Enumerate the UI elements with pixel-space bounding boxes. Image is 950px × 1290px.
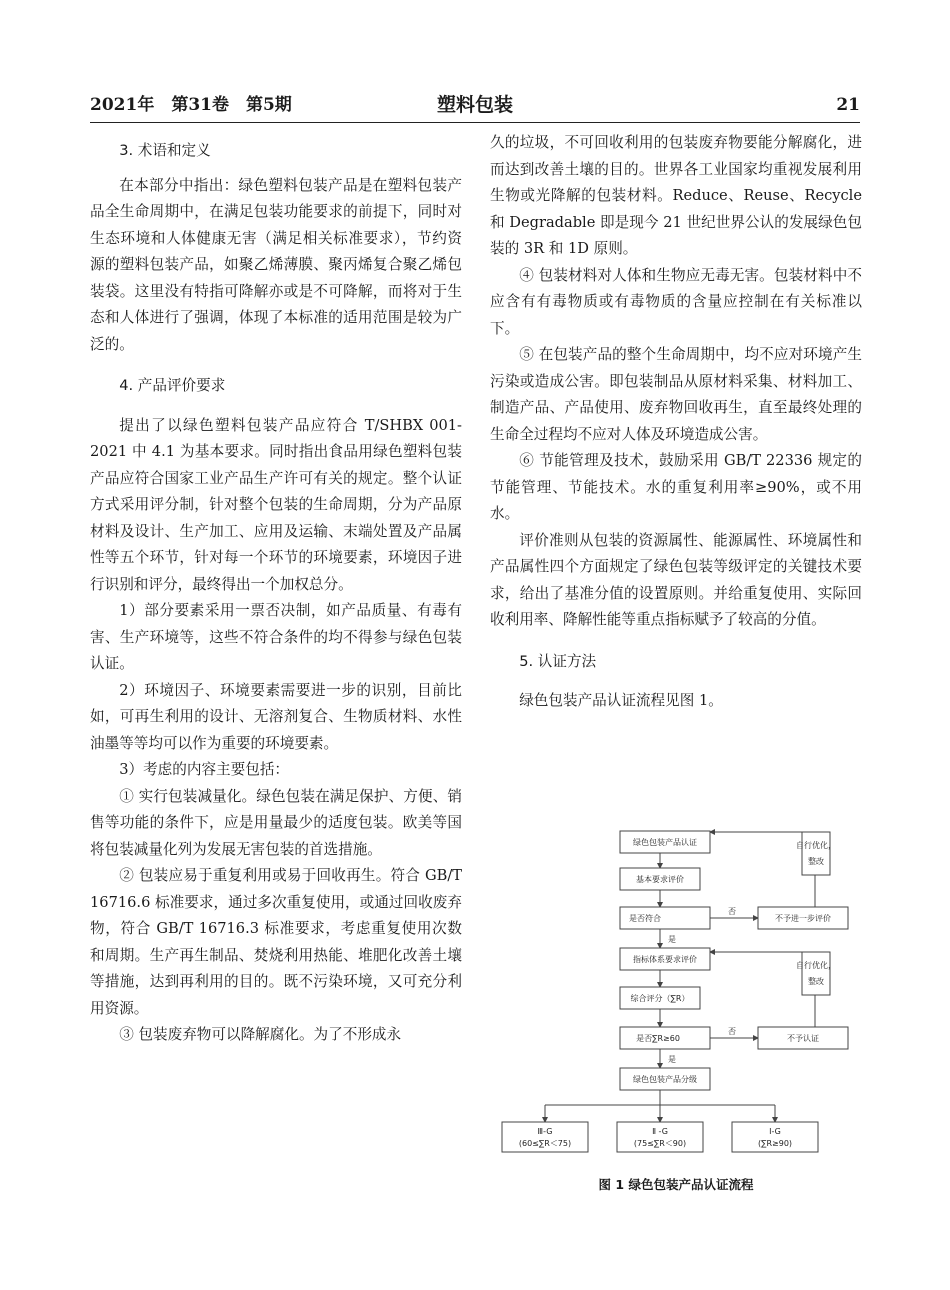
section-heading-3: 3. 术语和定义 — [119, 142, 211, 159]
yes-label-1: 是 — [668, 935, 676, 944]
reject-label-2: 不予认证 — [787, 1034, 819, 1043]
paragraph: 评价准则从包装的资源属性、能源属性、环境属性和产品属性四个方面规定了绿色包装等级评定的关键技术要求，给出了基准分值的设置原则。并给重复使用、实际回收利用率、降解性能等重点指标赋予了较高的分值。 — [490, 531, 862, 628]
index-eval-label: 指标体系要求评价 — [633, 955, 697, 964]
paragraph: 绿色包装产品认证流程见图 1。 — [519, 692, 723, 709]
paragraph: 2）环境因子、环境要素需要进一步的识别，目前比如，可再生利用的设计、无溶剂复合、生物质材料、水性油墨等等均可以作为重要的环境要素。 — [90, 681, 462, 752]
paragraph: 在本部分中指出：绿色塑料包装产品是在塑料包装产品全生命周期中，在满足包装功能要求的前提下，同时对生态环境和人体健康无害（满足相关标准要求），节约资源的塑料包装产品，如聚乙烯薄膜、聚丙烯复合聚乙烯包装袋。这里没有特指可降解亦或是不可降解，而将对于生态和人体进行了强调，体现了本标准的适用范围是较为广泛的。 — [90, 176, 462, 353]
journal-title: 塑料包装 — [436, 94, 513, 116]
side-label-2a: 自行优化， — [796, 961, 836, 970]
left-column — [90, 130, 462, 1049]
start-label: 绿色包装产品认证 — [633, 838, 697, 847]
paragraph: ① 实行包装减量化。绿色包装在满足保护、方便、销售等功能的条件下，应是用量最少的适度包装。欧美等国将包装减量化列为发展无害包装的首选措施。 — [90, 787, 462, 858]
grade-iii-title: Ⅲ-G — [537, 1127, 553, 1136]
grade-i-title: Ⅰ-G — [769, 1127, 781, 1136]
side-label-1b: 整改 — [808, 857, 824, 866]
no-label-1: 否 — [728, 907, 736, 916]
no-label-2: 否 — [728, 1027, 736, 1036]
decision-label-1: 是否符合 — [629, 914, 661, 923]
paragraph: ④ 包装材料对人体和生物应无毒无害。包装材料中不应含有有毒物质或有毒物质的含量应控制在有关标准以下。 — [490, 266, 862, 337]
paragraph: ⑥ 节能管理及技术，鼓励采用 GB/T 22336 规定的节能管理、节能技术。水的重复利用率≥90%，或不用水。 — [490, 452, 862, 522]
right-column — [490, 130, 862, 715]
side-box-2 — [802, 952, 830, 995]
reject-label-1: 不予进一步评价 — [775, 914, 831, 923]
section-heading-4: 4. 产品评价要求 — [119, 377, 226, 394]
decision-label-2: 是否∑R≥60 — [636, 1034, 680, 1043]
paragraph: 3）考虑的内容主要包括： — [119, 761, 290, 778]
basic-eval-label: 基本要求评价 — [636, 875, 684, 884]
paragraph: ⑤ 在包装产品的整个生命周期中，均不应对环境产生污染或造成公害。即包装制品从原材料采集、材料加工、制造产品、产品使用、废弃物回收再生，直至最终处理的生命全过程均不应对人体及环境造成公害。 — [490, 346, 862, 443]
paragraph: ③ 包装废弃物可以降解腐化。为了不形成永 — [119, 1026, 402, 1043]
paragraph: ② 包装应易于重复利用或易于回收再生。符合 GB/T 16716.6 标准要求，通过多次重复使用，或通过回收废弃物，符合 GB/T 16716.3 标准要求，考虑重复使用次数和周期。生产再生制品、焚烧利用热能、堆肥化改善土壤等措施，达到再利用的目的。既不污染环境，又可充分利用资源。 — [90, 867, 462, 1017]
side-box-1 — [802, 832, 830, 875]
grade-i-range: (∑R≥90) — [757, 1139, 793, 1148]
grade-ii-range: (75≤∑R＜90) — [633, 1139, 687, 1148]
journal-issue: 2021年 第31卷 第5期 — [90, 95, 292, 115]
paragraph: 久的垃圾，不可回收利用的包装废弃物要能分解腐化，进而达到改善土壤的目的。世界各工业国家均重视发展利用生物或光降解的包装材料。Reduce、Reuse、Recycle 和 Degradable 即是现今 21 世纪世界公认的发展绿色包装的 3R 和 1D 原则。 — [490, 134, 862, 257]
page-number: 21 — [836, 95, 860, 115]
header-rule — [90, 122, 860, 123]
paragraph: 提出了以绿色塑料包装产品应符合 T/SHBX 001-2021 中 4.1 为基本要求。同时指出食品用绿色塑料包装产品应符合国家工业产品生产许可有关的规定。整个认证方式采用评分制，针对整个包装的生命周期，分为产品原材料及设计、生产加工、应用及运输、末端处置及产品属性等五个环节，针对每一个环节的环境要素，环境因子进行识别和评分，最终得出一个加权总分。 — [90, 416, 462, 593]
section-heading-5: 5. 认证方法 — [519, 652, 597, 670]
figure-caption: 图 1 绿色包装产品认证流程 — [598, 1177, 754, 1192]
grade-ii-title: Ⅱ -G — [652, 1127, 668, 1136]
side-label-1a: 自行优化， — [796, 841, 836, 850]
certification-flowchart — [490, 820, 870, 1180]
grade-iii-range: (60≤∑R＜75) — [518, 1139, 572, 1148]
score-label: 综合评分（∑R） — [630, 994, 690, 1003]
paragraph: 1）部分要素采用一票否决制，如产品质量、有毒有害、生产环境等，这些不符合条件的均不得参与绿色包装认证。 — [90, 602, 462, 672]
grading-label: 绿色包装产品分级 — [633, 1075, 697, 1084]
side-label-2b: 整改 — [808, 977, 824, 986]
yes-label-2: 是 — [668, 1055, 676, 1064]
